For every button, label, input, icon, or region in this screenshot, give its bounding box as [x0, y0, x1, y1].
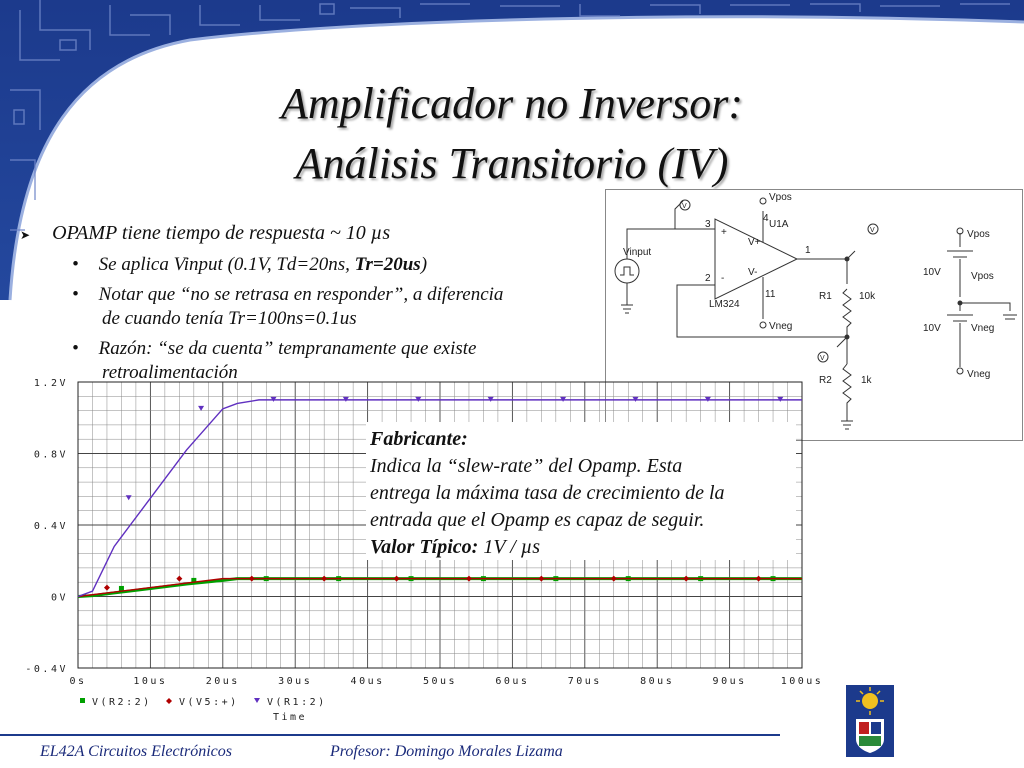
vminus-label: V- [748, 267, 758, 278]
vplus-label: V+ [748, 237, 761, 248]
bullet-sub-1-bold: Tr=20us [354, 254, 421, 275]
bullet-sub-3-cont: retroalimentación [102, 362, 238, 383]
pin4-label: 4 [763, 213, 769, 224]
lm324-label: LM324 [709, 299, 740, 310]
supply1-label: 10V [923, 267, 941, 278]
bullet-sub-2-line1: Notar que “no se retrasa en responder”, a diferencia [98, 284, 504, 305]
university-logo [846, 685, 894, 757]
series-marker-3 [198, 406, 204, 411]
callout-heading: Fabricante: [370, 428, 468, 450]
callout-typical-value: 1V / µs [478, 536, 541, 558]
bullet-sub-1-pre: Se aplica Vinput (0.1V, Td=20ns, [98, 254, 355, 275]
u1a-label: U1A [769, 219, 789, 230]
pin11-label: 11 [765, 289, 776, 300]
x-tick-label: 0s [69, 676, 87, 687]
bullet-sub-3 [72, 338, 476, 360]
pin2-label: 2 [705, 273, 711, 284]
pin3-label: 3 [705, 219, 711, 230]
vpos-label: Vpos [769, 192, 792, 203]
callout-line2: entrega la máxima tasa de crecimiento de la [370, 482, 725, 504]
pin1-label: 1 [805, 245, 811, 256]
arrow-bullet-icon: ➤ [20, 228, 31, 242]
x-tick-label: 60us [495, 676, 530, 687]
bullet-sub-2 [72, 284, 503, 306]
vpos-supply-label: Vpos [967, 229, 990, 240]
bullet-main [20, 222, 390, 245]
slide-title-line1: Amplificador no Inversor: [281, 79, 743, 128]
callout-typical [370, 534, 796, 561]
series-marker-2 [466, 576, 472, 582]
series-marker-2 [538, 576, 544, 582]
vpos-node-label: Vpos [971, 271, 994, 282]
bullet-sub-3-line1: Razón: “se da cuenta” tempranamente que existe [98, 338, 477, 359]
callout-line3: entrada que el Opamp es capaz de seguir. [370, 509, 705, 531]
footer-course: EL42A Circuitos Electrónicos [40, 743, 232, 760]
series-marker-1 [119, 586, 124, 591]
series-marker-2 [611, 576, 617, 582]
probe-icon: V [820, 355, 825, 362]
legend-label: V(V5:+) [179, 697, 239, 708]
bullet-main-text: OPAMP tiene tiempo de respuesta ~ 10 µs [52, 222, 391, 244]
series-marker-2 [176, 576, 182, 582]
bullet-sub-1-post: ) [420, 254, 428, 275]
footer-divider [0, 733, 1024, 739]
series-marker-3 [126, 495, 132, 500]
r1-label: R1 [819, 291, 832, 302]
x-axis-label: Time [272, 712, 308, 723]
y-tick-label: 0V [50, 592, 68, 604]
r2-label: R2 [819, 375, 832, 386]
x-tick-label: 100us [780, 676, 824, 687]
vneg-label: Vneg [769, 321, 793, 332]
x-tick-label: 30us [278, 676, 313, 687]
vneg-supply-label: Vneg [967, 369, 991, 380]
bullet-sub-2-cont: de cuando tenía Tr=100ns=0.1us [102, 308, 357, 329]
x-tick-label: 90us [712, 676, 747, 687]
y-tick-label: 0.4V [33, 521, 68, 532]
series-marker-2 [394, 576, 400, 582]
plus-label: + [721, 227, 727, 238]
probe-icon: V [682, 203, 687, 210]
x-tick-label: 20us [205, 676, 240, 687]
slide-title-line2: Análisis Transitorio (IV) [295, 139, 729, 188]
x-tick-label: 80us [640, 676, 675, 687]
series-marker-2 [321, 576, 327, 582]
r2-value: 1k [861, 375, 872, 386]
callout-typical-label: Valor Típico: [370, 536, 479, 558]
x-tick-label: 50us [422, 676, 458, 687]
series-marker-2 [249, 576, 255, 582]
legend-marker-1 [80, 698, 85, 703]
y-tick-label: 0.8V [33, 449, 68, 461]
vneg-node-label: Vneg [971, 323, 995, 334]
dot-bullet-icon: • [72, 338, 79, 359]
footer-professor: Profesor: Domingo Morales Lizama [330, 743, 563, 760]
legend-label: V(R2:2) [92, 697, 152, 708]
r1-value: 10k [859, 291, 876, 302]
bullet-sub-1 [72, 254, 427, 276]
x-tick-label: 10us [133, 676, 168, 687]
dot-bullet-icon: • [72, 284, 79, 305]
series-marker-2 [756, 576, 762, 582]
x-tick-label: 40us [350, 676, 385, 687]
series-marker-2 [683, 576, 689, 582]
legend-label: V(R1:2) [267, 697, 327, 708]
probe-icon: V [870, 227, 875, 234]
series-marker-2 [104, 585, 110, 591]
legend-marker-2 [166, 698, 172, 704]
legend-marker-3 [254, 698, 260, 703]
y-tick-label: 1.2V [33, 378, 68, 389]
callout-line1: Indica la “slew-rate” del Opamp. Esta [370, 455, 683, 477]
y-tick-label: -0.4V [25, 664, 68, 675]
vinput-label: Vinput [623, 247, 652, 258]
supply2-label: 10V [923, 323, 941, 334]
x-tick-label: 70us [567, 676, 602, 687]
manufacturer-callout [366, 422, 796, 560]
minus-label: - [721, 273, 725, 284]
dot-bullet-icon: • [72, 254, 79, 275]
